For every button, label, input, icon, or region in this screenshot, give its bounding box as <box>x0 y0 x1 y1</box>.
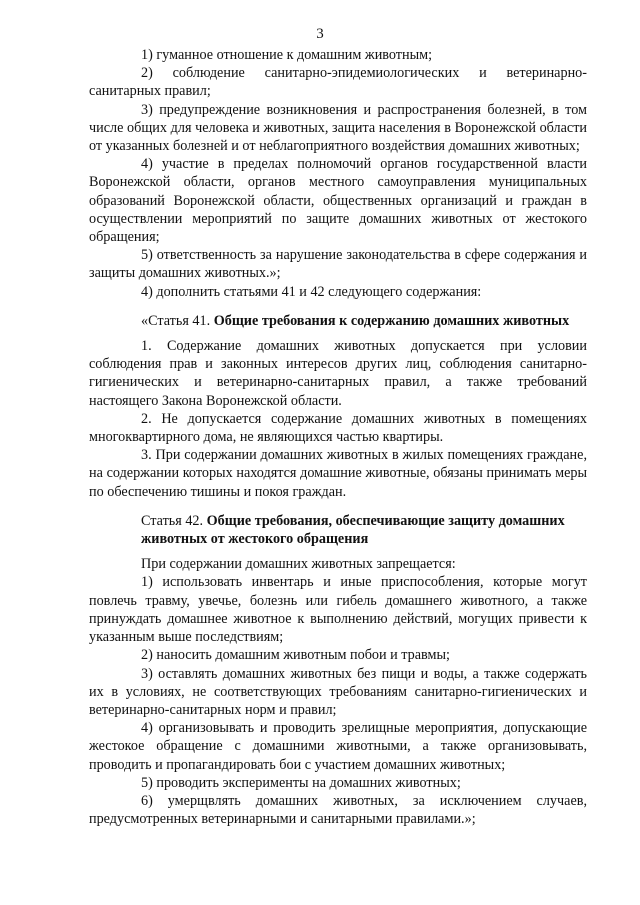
list-item: 1) использовать инвентарь и иные приспособления, которые могут повлечь травму, увечье, болезнь или гибель домашнего животного, а также принуждать домашнее животное к выполнению действий, могущих привести к указанным выше последствиям; <box>89 574 587 646</box>
list-item: 3) предупреждение возникновения и распространения болезней, в том числе общих для человека и животных, защита населения в Воронежской области от указанных болезней и от неблагоприятного воздействия домашних животных; <box>89 101 587 155</box>
list-item: 6) умерщвлять домашних животных, за исключением случаев, предусмотренных ветеринарными и санитарными правилами.»; <box>89 792 587 828</box>
list-item: 5) ответственность за нарушение законодательства в сфере содержания и защиты домашних животных.»; <box>89 247 587 282</box>
list-item: 2) соблюдение санитарно-эпидемиологических и ветеринарно-санитарных правил; <box>89 65 587 100</box>
document-body <box>89 46 587 828</box>
list-item: 4) участие в пределах полномочий органов государственной власти Воронежской области, органов местного самоуправления муниципальных образований Воронежской области, общественных организаций и граждан в осуществлении мероприятий по защите домашних животных от жестокого обращения; <box>89 156 587 246</box>
page-number: 3 <box>316 26 324 42</box>
article-title: Общие требования к содержанию домашних животных <box>213 312 570 329</box>
list-item: 3) оставлять домашних животных без пищи и воды, а также содержать их в условиях, не соответствующих требованиям санитарно-гигиенических и ветеринарно-санитарных норм и правил; <box>89 665 587 718</box>
article-paragraph: 3. При содержании домашних животных в жилых помещениях граждане, на содержании которых находятся домашние животные, обязаны принимать меры по обеспечению тишины и покоя граждан. <box>89 447 587 500</box>
list-item: 4) организовывать и проводить зрелищные мероприятия, допускающие жестокое обращение с домашними животными, а также организовывать, проводить и пропагандировать бои с участием домашних животных; <box>89 720 587 773</box>
article-heading <box>89 312 587 330</box>
list-item: 1) гуманное отношение к домашним животным; <box>141 47 433 63</box>
article-number: Статья 42. <box>141 512 204 529</box>
article-heading <box>89 512 587 548</box>
amendment-intro: 4) дополнить статьями 41 и 42 следующего содержания: <box>141 283 482 300</box>
list-item: 2) наносить домашним животным побои и травмы; <box>141 647 450 664</box>
article-paragraph: 2. Не допускается содержание домашних животных в помещениях многоквартирного дома, не являющихся частью квартиры. <box>89 410 587 446</box>
article-paragraph: При содержании домашних животных запрещается: <box>141 556 456 573</box>
list-item: 5) проводить эксперименты на домашних животных; <box>141 774 461 791</box>
article-title: Общие требования, обеспечивающие защиту домашних животных от жестокого обращения <box>141 512 565 548</box>
article-paragraph: 1. Содержание домашних животных допускается при условии соблюдения прав и законных интересов других лиц, соблюдения санитарно-гигиенических и ветеринарно-санитарных правил, а также требований настоящего Закона Воронежской области. <box>89 338 587 409</box>
article-number: «Статья 41. <box>141 312 211 329</box>
